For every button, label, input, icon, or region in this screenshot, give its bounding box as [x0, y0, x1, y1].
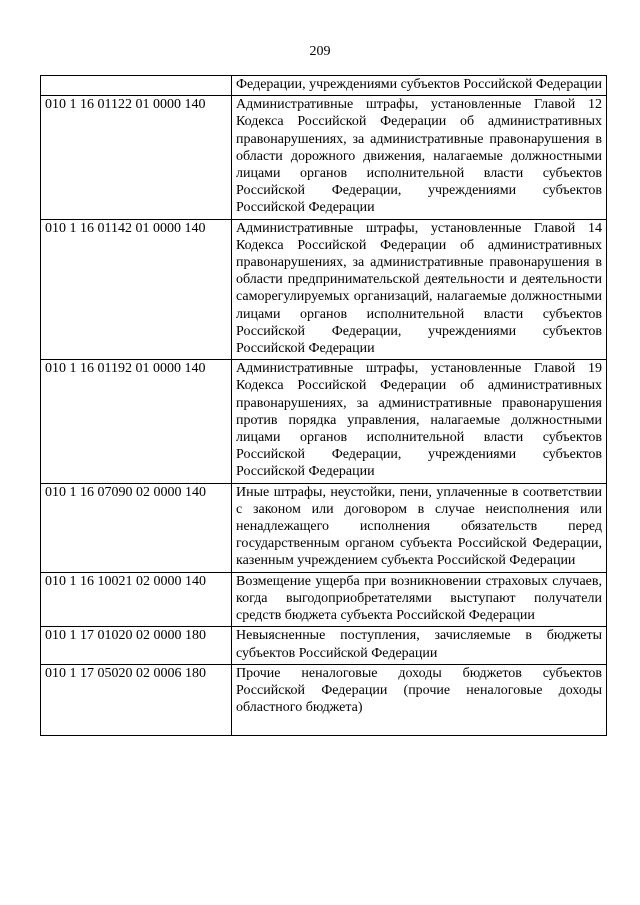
budget-code-cell: [41, 76, 232, 96]
revenue-description-cell: Невыясненные поступления, зачисляемые в бюджеты субъектов Российской Федерации: [232, 627, 607, 664]
table-row: [41, 76, 607, 96]
revenue-description-cell: Административные штрафы, установленные Главой 14 Кодекса Российской Федерации об административных правонарушениях, за административные правонарушения в области предпринимательской деятельности и деятельности саморегулируемых организаций, налагаемые должностными лицами органов исполнительной власти субъектов Российской Федерации, учреждениями субъектов Российской Федерации: [232, 219, 607, 360]
revenue-description-cell: Возмещение ущерба при возникновении страховых случаев, когда выгодоприобретателями выступают получатели средств бюджета субъекта Российской Федерации: [232, 572, 607, 627]
budget-code-cell: 010 1 16 01142 01 0000 140: [41, 219, 232, 360]
revenue-description-cell: Иные штрафы, неустойки, пени, уплаченные в соответствии с законом или договором в случае неисполнения или ненадлежащего исполнения обязательств перед государственным органом субъекта Российской Федерации, казенным учреждением субъекта Российской Федерации: [232, 483, 607, 572]
table-row: [41, 572, 607, 627]
revenue-description-cell: Прочие неналоговые доходы бюджетов субъектов Российской Федерации (прочие неналоговые доходы областного бюджета): [232, 664, 607, 735]
budget-code-cell: 010 1 16 10021 02 0000 140: [41, 572, 232, 627]
budget-code-cell: 010 1 16 07090 02 0000 140: [41, 483, 232, 572]
revenue-description-cell: Административные штрафы, установленные Главой 12 Кодекса Российской Федерации об административных правонарушениях, за административные правонарушения в области дорожного движения, налагаемые должностными лицами органов исполнительной власти субъектов Российской Федерации, учреждениями субъектов Российской Федерации: [232, 96, 607, 219]
budget-code-cell: 010 1 16 01122 01 0000 140: [41, 96, 232, 219]
table-row: [41, 96, 607, 219]
budget-code-cell: 010 1 17 05020 02 0006 180: [41, 664, 232, 735]
table-row: [41, 627, 607, 664]
table-row: [41, 219, 607, 360]
table-row: [41, 483, 607, 572]
table-row: [41, 664, 607, 735]
revenue-description-cell: Федерации, учреждениями субъектов Российской Федерации: [232, 76, 607, 96]
budget-code-cell: 010 1 16 01192 01 0000 140: [41, 360, 232, 483]
budget-code-cell: 010 1 17 01020 02 0000 180: [41, 627, 232, 664]
table-row: [41, 360, 607, 483]
revenue-description-cell: Административные штрафы, установленные Главой 19 Кодекса Российской Федерации об административных правонарушениях, за административные правонарушения против порядка управления, налагаемые должностными лицами органов исполнительной власти субъектов Российской Федерации, учреждениями субъектов Российской Федерации: [232, 360, 607, 483]
budget-classification-table: [40, 75, 607, 736]
page-number: 209: [309, 44, 331, 59]
